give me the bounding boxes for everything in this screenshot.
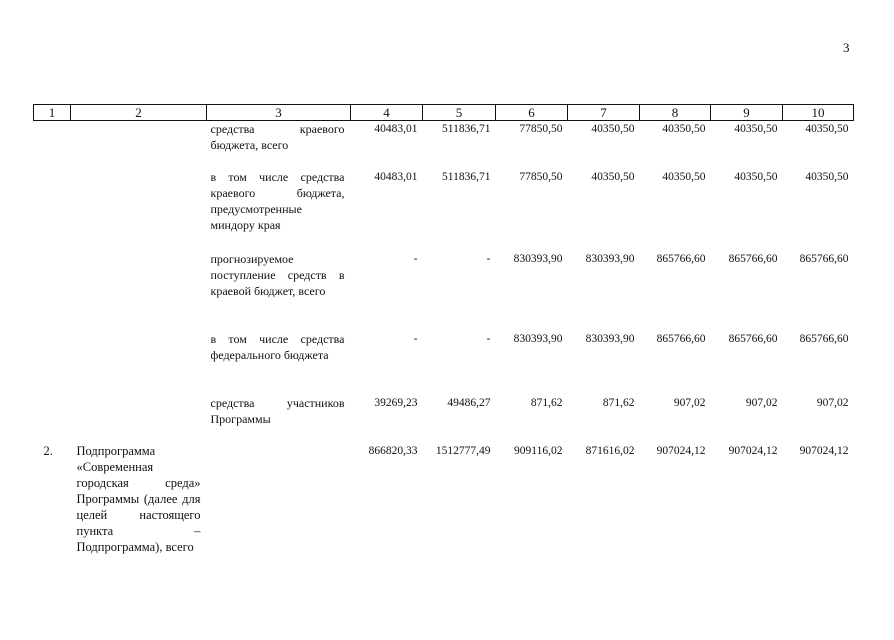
table-row (34, 121, 854, 169)
row-name-cell (71, 331, 207, 395)
header-row (34, 105, 854, 121)
value-cell: 907,02 (745, 396, 778, 409)
budget-table (33, 104, 854, 563)
value-cell: 40350,50 (734, 123, 778, 135)
value-cell: 40350,50 (591, 170, 635, 183)
table-row (34, 169, 854, 251)
value-cell: 40350,50 (805, 123, 849, 135)
funding-source-cell: в том числе средства краевого бюджета, предусмотренные миндору края (210, 169, 345, 232)
value-cell: - (413, 252, 418, 265)
column-header: 3 (207, 105, 351, 121)
row-number-cell (34, 395, 71, 443)
value-cell: 865766,60 (656, 252, 706, 265)
value-cell: 907,02 (673, 396, 706, 409)
value-cell: 77850,50 (519, 123, 563, 135)
column-header: 10 (783, 105, 854, 121)
funding-source-cell: в том числе средства федерального бюджета (210, 331, 345, 362)
value-cell: 39269,23 (374, 396, 418, 409)
value-cell: 40483,01 (374, 123, 418, 135)
value-cell: 830393,90 (513, 332, 563, 345)
table-row (34, 395, 854, 443)
row-number-cell: 2. (43, 443, 53, 458)
value-cell: 871,62 (530, 396, 563, 409)
row-name-cell (71, 251, 207, 331)
value-cell: 865766,60 (799, 332, 849, 345)
row-name-cell (71, 121, 207, 169)
subprogram-name-cell: Подпрограмма «Современная городская среда» Программы (далее для целей настоящего пункта – Подпрограмма), всего (76, 443, 201, 554)
value-cell: 511836,71 (442, 170, 491, 183)
table-row (34, 251, 854, 331)
value-cell: 909116,02 (514, 444, 563, 457)
column-header: 9 (711, 105, 783, 121)
value-cell: 866820,33 (368, 444, 418, 457)
value-cell: 907024,12 (656, 444, 706, 457)
column-header: 6 (496, 105, 568, 121)
row-number-cell (34, 331, 71, 395)
value-cell: 907024,12 (799, 444, 849, 457)
row-number-cell (34, 169, 71, 251)
funding-source-cell (207, 443, 351, 563)
value-cell: 830393,90 (585, 332, 635, 345)
table-row (34, 331, 854, 395)
row-number-cell (34, 251, 71, 331)
column-header: 5 (423, 105, 496, 121)
budget-table-container (33, 104, 853, 563)
value-cell: 40350,50 (662, 123, 706, 135)
value-cell: 40483,01 (374, 170, 418, 183)
value-cell: 77850,50 (519, 170, 563, 183)
page-number: 3 (843, 40, 850, 55)
value-cell: 907024,12 (728, 444, 778, 457)
value-cell: 40350,50 (805, 170, 849, 183)
value-cell: - (413, 332, 418, 345)
value-cell: 40350,50 (591, 123, 635, 135)
table-row (34, 443, 854, 563)
row-name-cell (71, 169, 207, 251)
row-number-cell (34, 121, 71, 169)
row-name-cell (71, 395, 207, 443)
value-cell: 830393,90 (585, 252, 635, 265)
value-cell: 871,62 (602, 396, 635, 409)
value-cell: 871616,02 (585, 444, 635, 457)
value-cell: 830393,90 (513, 252, 563, 265)
column-header: 8 (640, 105, 711, 121)
column-header: 7 (568, 105, 640, 121)
value-cell: 865766,60 (656, 332, 706, 345)
column-header: 4 (351, 105, 423, 121)
value-cell: 40350,50 (662, 170, 706, 183)
value-cell: - (486, 332, 491, 345)
funding-source-cell: средства участников Программы (210, 395, 345, 426)
value-cell: 49486,27 (447, 396, 491, 409)
value-cell: 511836,71 (442, 123, 491, 135)
value-cell: 907,02 (816, 396, 849, 409)
column-header: 1 (34, 105, 71, 121)
value-cell: 1512777,49 (435, 444, 491, 457)
value-cell: 865766,60 (728, 332, 778, 345)
value-cell: 865766,60 (799, 252, 849, 265)
value-cell: - (486, 252, 491, 265)
funding-source-cell: средства краевого бюджета, всего (210, 122, 345, 152)
value-cell: 40350,50 (734, 170, 778, 183)
column-header: 2 (71, 105, 207, 121)
value-cell: 865766,60 (728, 252, 778, 265)
funding-source-cell: прогнозируемое поступление средств в краевой бюджет, всего (210, 251, 345, 298)
